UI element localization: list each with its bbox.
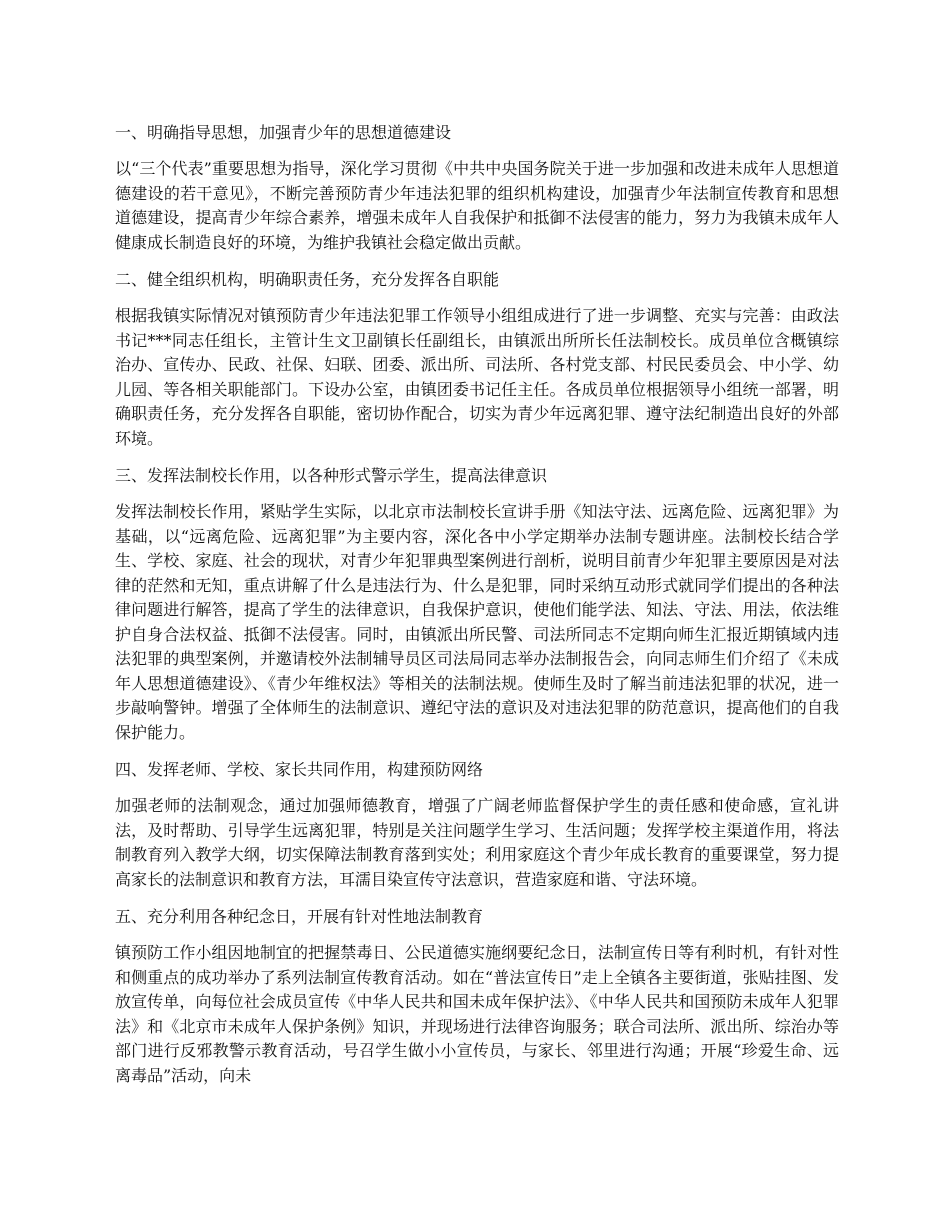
document-body: [115, 121, 839, 1101]
section-paragraph-5: 镇预防工作小组因地制宜的把握禁毒日、公民道德实施纲要纪念日，法制宣传日等有利时机，有针对性和侧重点的成功举办了系列法制宣传教育活动。如在“普法宣传日”走上全镇各主要街道，张贴挂图、发放宣传单，向每位社会成员宣传《中华人民共和国未成年保护法》、《中华人民共和国预防未成年人犯罪法》和《北京市未成年人保护条例》知识，并现场进行法律咨询服务；联合司法所、派出所、综治办等部门进行反邪教警示教育活动，号召学生做小小宣传员，与家长、邻里进行沟通；开展“珍爱生命、远离毒品”活动，向未: [115, 943, 839, 1085]
section-heading-5: 五、充分利用各种纪念日，开展有针对性地法制教育: [115, 907, 484, 926]
section-heading-4: 四、发挥老师、学校、家长共同作用，构建预防网络: [115, 760, 484, 779]
section-heading-2: 二、健全组织机构，明确职责任务，充分发挥各自职能: [115, 270, 500, 289]
section-paragraph-1: 以“三个代表”重要思想为指导，深化学习贯彻《中共中央国务院关于进一步加强和改进未成年人思想道德建设的若干意见》，不断完善预防青少年违法犯罪的组织机构建设，加强青少年法制宣传教育和思想道德建设，提高青少年综合素养，增强未成年人自我保护和抵御不法侵害的能力，努力为我镇未成年人健康成长制造良好的环境，为维护我镇社会稳定做出贡献。: [115, 159, 839, 252]
section-heading-1: 一、明确指导思想，加强青少年的思想道德建设: [115, 123, 452, 142]
section-paragraph-2: 根据我镇实际情况对镇预防青少年违法犯罪工作领导小组组成进行了进一步调整、充实与完善：由政法书记***同志任组长，主管计生文卫副镇长任副组长，由镇派出所所长任法制校长。成员单位含概镇综治办、宣传办、民政、社保、妇联、团委、派出所、司法所、各村党支部、村民民委员会、中小学、幼儿园、等各相关职能部门。下设办公室，由镇团委书记任主任。各成员单位根据领导小组统一部署，明确职责任务，充分发挥各自职能，密切协作配合，切实为青少年远离犯罪、遵守法纪制造出良好的外部环境。: [115, 306, 839, 448]
section-paragraph-3: 发挥法制校长作用，紧贴学生实际，以北京市法制校长宣讲手册《知法守法、远离危险、远离犯罪》为基础，以“远离危险、远离犯罪”为主要内容，深化各中小学定期举办法制专题讲座。法制校长结合学生、学校、家庭、社会的现状，对青少年犯罪典型案例进行剖析，说明目前青少年犯罪主要原因是对法律的茫然和无知，重点讲解了什么是违法行为、什么是犯罪，同时采纳互动形式就同学们提出的各种法律问题进行解答，提高了学生的法律意识，自我保护意识，使他们能学法、知法、守法、用法，依法维护自身合法权益、抵御不法侵害。同时，由镇派出所民警、司法所同志不定期向师生汇报近期镇域内违法犯罪的典型案例，并邀请校外法制辅导员区司法局同志举办法制报告会，向同志师生们介绍了《未成年人思想道德建设》、《青少年维权法》等相关的法制法规。使师生及时了解当前违法犯罪的状况，进一步敲响警钟。增强了全体师生的法制意识、遵纪守法的意识及对违法犯罪的防范意识，提高他们的自我保护能力。: [115, 502, 839, 742]
section-paragraph-4: 加强老师的法制观念，通过加强师德教育，增强了广阔老师监督保护学生的责任感和使命感，宣礼讲法，及时帮助、引导学生远离犯罪，特别是关注问题学生学习、生活问题；发挥学校主渠道作用，将法制教育列入教学大纲，切实保障法制教育落到实处；利用家庭这个青少年成长教育的重要课堂，努力提高家长的法制意识和教育方法，耳濡目染宣传守法意识，营造家庭和谐、守法环境。: [115, 796, 839, 889]
section-heading-3: 三、发挥法制校长作用，以各种形式警示学生，提高法律意识: [115, 466, 548, 485]
